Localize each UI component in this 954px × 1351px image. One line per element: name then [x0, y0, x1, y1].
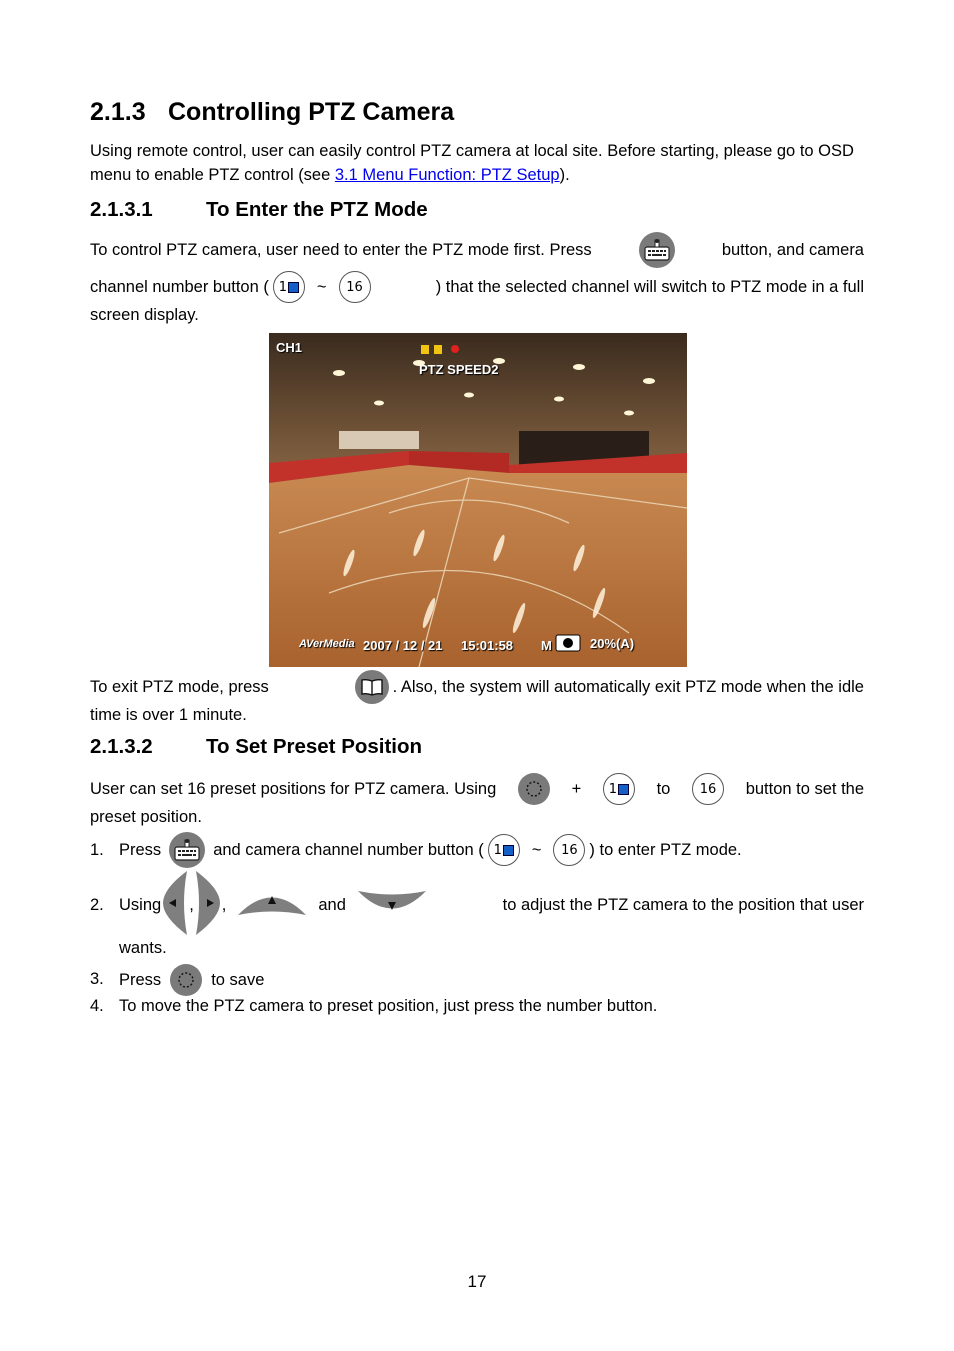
arrow-up-icon — [236, 888, 308, 923]
arrow-left-icon — [161, 869, 189, 942]
step-4: 4. To move the PTZ camera to preset position, just press the number button. — [90, 997, 658, 1015]
book-icon — [355, 670, 389, 704]
ptz-speed-label: PTZ SPEED2 — [419, 362, 499, 377]
dotted-circle-icon — [518, 773, 550, 805]
channel-16-button-icon: 16 — [339, 271, 371, 303]
enter-mode-line1: To control PTZ camera, user need to enter the PTZ mode first. Press button, and camera — [90, 230, 864, 270]
date-label: 2007 / 12 / 21 — [363, 638, 443, 653]
channel-1-button-icon: 1 — [488, 834, 520, 866]
arrow-down-icon — [356, 888, 428, 923]
channel-16-button-icon: 16 — [553, 834, 585, 866]
ptz-keypad-icon — [169, 832, 205, 868]
channel-1-button-icon: 1 — [603, 773, 635, 805]
arrow-right-icon — [194, 869, 222, 942]
enter-mode-line2: channel number button ( 1 ~ 16 ) that the selected channel will switch to PTZ mode in a full — [90, 267, 864, 307]
intro-paragraph: Using remote control, user can easily control PTZ camera at local site. Before starting, please go to OSD menu to enable PTZ control (see 3.1 Menu Function: PTZ Setup). — [90, 142, 854, 184]
preset-line1: User can set 16 preset positions for PTZ camera. Using + 1 to 16 button to set the — [90, 769, 864, 809]
time-label: 15:01:58 — [461, 638, 514, 653]
ptz-setup-link[interactable]: 3.1 Menu Function: PTZ Setup — [334, 166, 560, 184]
step-2: 2. Using , , and to adjust the PTZ camera to the position that user — [90, 870, 864, 940]
page-number: 17 — [467, 1272, 487, 1291]
preset-line2: preset position. — [90, 808, 202, 826]
channel-1-button-icon: 1 — [273, 271, 305, 303]
exit-mode-line2: time is over 1 minute. — [90, 706, 247, 724]
step-3: 3. Press to save — [90, 962, 864, 998]
dotted-circle-icon — [170, 964, 202, 996]
channel-label: CH1 — [276, 340, 303, 355]
zoom-label: 20%(A) — [590, 636, 635, 651]
preset-heading: 2.1.3.2 To Set Preset Position — [90, 735, 423, 758]
gym-court-image — [269, 333, 687, 667]
step-1: 1. Press and camera channel number button ( 1 ~ 16 ) to enter PTZ mode. — [90, 830, 864, 870]
step-2-continued: wants. — [119, 939, 167, 957]
exit-mode-line1: To exit PTZ mode, press . Also, the system will automatically exit PTZ mode when the idle — [90, 667, 864, 707]
ptz-keypad-icon — [639, 232, 675, 268]
enter-mode-line3: screen display. — [90, 306, 199, 324]
section-heading: 2.1.3 Controlling PTZ Camera — [90, 98, 455, 126]
enter-mode-heading: 2.1.3.1 To Enter the PTZ Mode — [90, 198, 428, 221]
brand-label: AVerMedia — [299, 638, 355, 650]
channel-16-button-icon: 16 — [692, 773, 724, 805]
mode-label: M — [541, 638, 552, 653]
ptz-fullscreen-screenshot — [269, 333, 687, 667]
